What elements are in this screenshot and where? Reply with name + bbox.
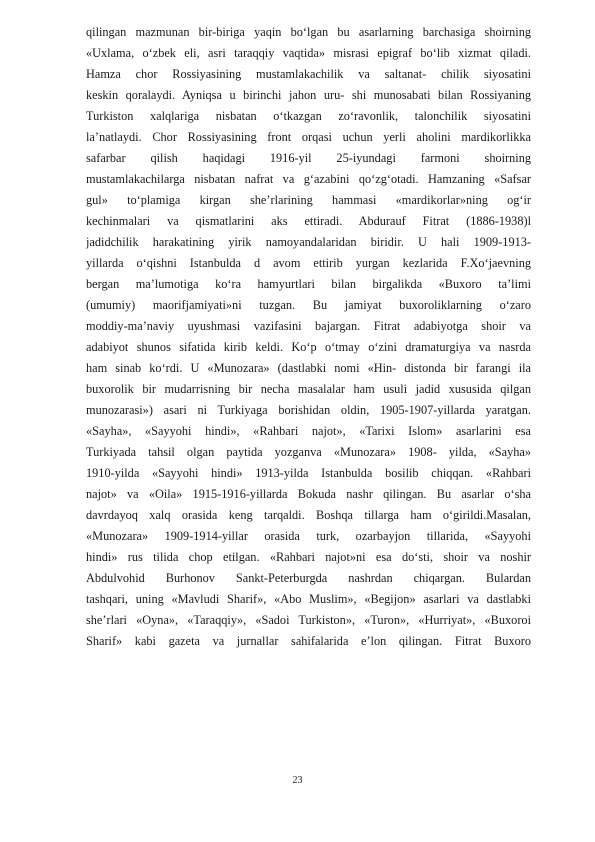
text-line: gul» to‘plamiga kirgan she’rlarining hammasi «mardikorlar»ning og‘ir: [86, 193, 531, 207]
text-line: she’rlari «Oyna», «Taraqqiy», «Sadoi Turkiston», «Turon», «Hurriyat», «Buxoroi: [86, 613, 531, 627]
text-line: Abdulvohid Burhonov Sankt-Peterburgda nashrdan chiqargan. Bulardan: [86, 571, 531, 585]
text-line: hindi» rus tilida chop etilgan. «Rahbari najot»ni esa do‘sti, shoir va noshir: [86, 550, 531, 564]
text-line: (umumiy) maorifjamiyati»ni tuzgan. Bu jamiyat buxoroliklarning o‘zaro: [86, 298, 531, 312]
text-line: qilingan mazmunan bir-biriga yaqin bo‘lgan bu asarlarning barchasiga shoirning: [86, 25, 531, 39]
page-number: 23: [292, 775, 303, 786]
text-line: munozarasi») asari ni Turkiyaga borishidan oldin, 1905-1907-yillarda yaratgan.: [86, 403, 531, 417]
text-line: kechinmalari va qismatlarini aks ettiradi. Abdurauf Fitrat (1886-1938)l: [86, 214, 531, 228]
text-line: la’natlaydi. Chor Rossiyasining front orqasi uchun yerli aholini mardikorlikka: [86, 130, 531, 144]
text-line: Turkiyada tahsil olgan paytida yozganva «Munozara» 1908- yilda, «Sayha»: [86, 445, 531, 459]
text-line: moddiy-ma’naviy uyushmasi vazifasini bajargan. Fitrat adabiyotga shoir va: [86, 319, 531, 333]
text-line: mustamlakachilarga nisbatan nafrat va g‘azabini qo‘zg‘otadi. Hamzaning «Safsar: [86, 172, 531, 186]
text-line: «Munozara» 1909-1914-yillar orasida turk, ozarbayjon tillarida, «Sayyohi: [86, 529, 531, 543]
text-line: yillarda o‘qishni Istanbulda d avom ettirib yurgan kezlarida F.Xo‘jaevning: [86, 256, 531, 270]
text-line: keskin qoralaydi. Ayniqsa u birinchi jahon uru- shi munosabati bilan Rossiyaning: [86, 88, 531, 102]
text-line: ham sinab ko‘rdi. U «Munozara» (dastlabki nomi «Hin- distonda bir farangi ila: [86, 361, 531, 375]
text-line: bergan ma’lumotiga ko‘ra hamyurtlari bilan birgalikda «Buxoro ta’limi: [86, 277, 531, 291]
text-line: «Sayha», «Sayyohi hindi», «Rahbari najot», «Tarixi Islom» asarlarini esa: [86, 424, 531, 438]
document-page: [86, 22, 531, 652]
text-line: safarbar qilish haqidagi 1916-yil 25-iyundagi farmoni shoirning: [86, 151, 531, 165]
text-line: Turkiston xalqlariga nisbatan o‘tkazgan zo‘ravonlik, talonchilik siyosatini: [86, 109, 531, 123]
text-line: davrdayoq xalq orasida keng tarqaldi. Boshqa tillarga ham o‘girildi.Masalan,: [86, 508, 531, 522]
body-text: [86, 22, 531, 652]
text-line: adabiyot shunos sifatida kirib keldi. Ko‘p o‘tmay o‘zini dramaturgiya va nasrda: [86, 340, 531, 354]
text-line: Sharif» kabi gazeta va jurnallar sahifalarida e’lon qilingan. Fitrat Buxoro: [86, 634, 531, 648]
text-line: jadidchilik harakatining yirik namoyandalaridan biridir. U hali 1909-1913-: [86, 235, 531, 249]
text-line: najot» va «Oila» 1915-1916-yillarda Bokuda nashr qilingan. Bu asarlar o‘sha: [86, 487, 531, 501]
text-line: buxorolik bir mudarrisning bir necha masalalar ham usuli jadid xususida qilgan: [86, 382, 531, 396]
text-line: 1910-yilda «Sayyohi hindi» 1913-yilda Istanbulda bosilib chiqqan. «Rahbari: [86, 466, 531, 480]
text-line: Hamza chor Rossiyasining mustamlakachilik va saltanat- chilik siyosatini: [86, 67, 531, 81]
text-line: «Uxlama, o‘zbek eli, asri taraqqiy vaqtida» misrasi epigraf bo‘lib xizmat qiladi.: [86, 46, 531, 60]
text-line: tashqari, uning «Mavludi Sharif», «Abo Muslim», «Begijon» asarlari va dastlabki: [86, 592, 531, 606]
